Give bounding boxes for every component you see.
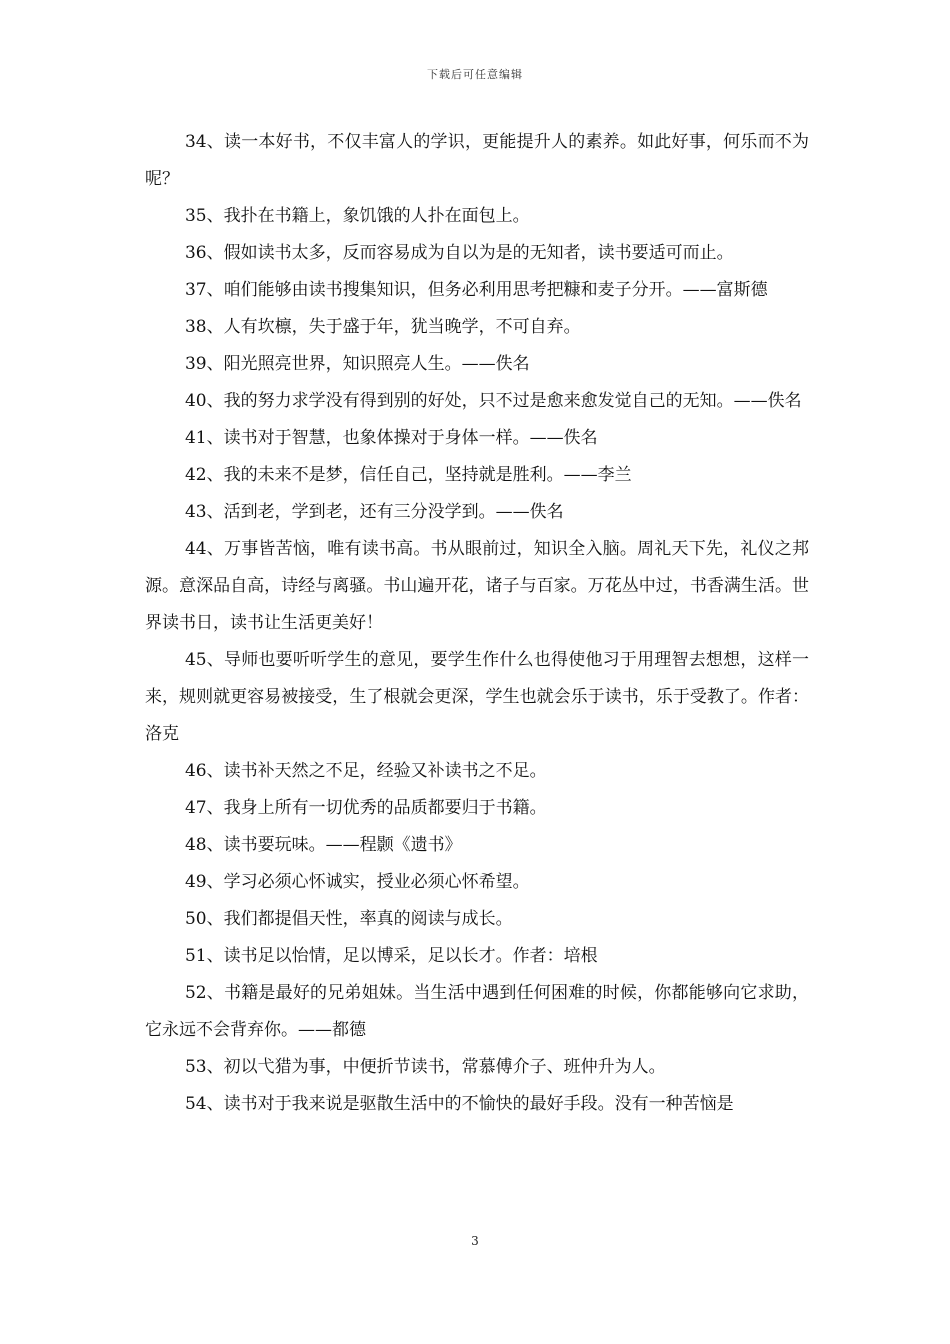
quote-43: 43、活到老，学到老，还有三分没学到。——佚名 bbox=[184, 502, 564, 522]
quote-42: 42、我的未来不是梦，信任自己，坚持就是胜利。——李兰 bbox=[184, 465, 632, 485]
quote-50: 50、我们都提倡天性，率真的阅读与成长。 bbox=[184, 909, 513, 929]
quote-54: 54、读书对于我来说是驱散生活中的不愉快的最好手段。没有一种苦恼是 bbox=[184, 1094, 734, 1114]
quote-47: 47、我身上所有一切优秀的品质都要归于书籍。 bbox=[184, 798, 547, 818]
document-body bbox=[145, 124, 809, 1123]
page-header: 下载后可任意编辑 bbox=[427, 68, 523, 81]
quote-38: 38、人有坎檩，失于盛于年，犹当晚学，不可自弃。 bbox=[184, 317, 581, 337]
quote-44: 44、万事皆苦恼，唯有读书高。书从眼前过，知识全入脑。周礼天下先，礼仪之邦源。意深品自高，诗经与离骚。书山遍开花，诸子与百家。万花丛中过，书香满生活。世界读书日，读书让生活更美好！ bbox=[145, 539, 809, 633]
quote-39: 39、阳光照亮世界，知识照亮人生。——佚名 bbox=[184, 354, 530, 374]
quote-46: 46、读书补天然之不足，经验又补读书之不足。 bbox=[184, 761, 547, 781]
quote-45: 45、导师也要听听学生的意见，要学生作什么也得使他习于用理智去想想，这样一来，规则就更容易被接受，生了根就会更深，学生也就会乐于读书，乐于受教了。作者：洛克 bbox=[145, 650, 809, 744]
quote-51: 51、读书足以怡情，足以博采，足以长才。作者：培根 bbox=[184, 946, 598, 966]
quote-49: 49、学习必须心怀诚实，授业必须心怀希望。 bbox=[184, 872, 530, 892]
quote-34: 34、读一本好书，不仅丰富人的学识，更能提升人的素养。如此好事，何乐而不为呢？ bbox=[145, 132, 809, 189]
quote-35: 35、我扑在书籍上，象饥饿的人扑在面包上。 bbox=[184, 206, 530, 226]
quote-37: 37、咱们能够由读书搜集知识，但务必利用思考把糠和麦子分开。——富斯德 bbox=[184, 280, 768, 300]
quote-53: 53、初以弋猎为事，中便折节读书，常慕傅介子、班仲升为人。 bbox=[184, 1057, 666, 1077]
quote-41: 41、读书对于智慧，也象体操对于身体一样。——佚名 bbox=[184, 428, 598, 448]
quote-40: 40、我的努力求学没有得到别的好处，只不过是愈来愈发觉自己的无知。——佚名 bbox=[184, 391, 802, 411]
quote-36: 36、假如读书太多，反而容易成为自以为是的无知者，读书要适可而止。 bbox=[184, 243, 734, 263]
page-number: 3 bbox=[471, 1234, 479, 1248]
quote-52: 52、书籍是最好的兄弟姐妹。当生活中遇到任何困难的时候，你都能够向它求助，它永远不会背弃你。——都德 bbox=[145, 983, 809, 1040]
quote-48: 48、读书要玩味。——程颢《遗书》 bbox=[184, 835, 462, 855]
